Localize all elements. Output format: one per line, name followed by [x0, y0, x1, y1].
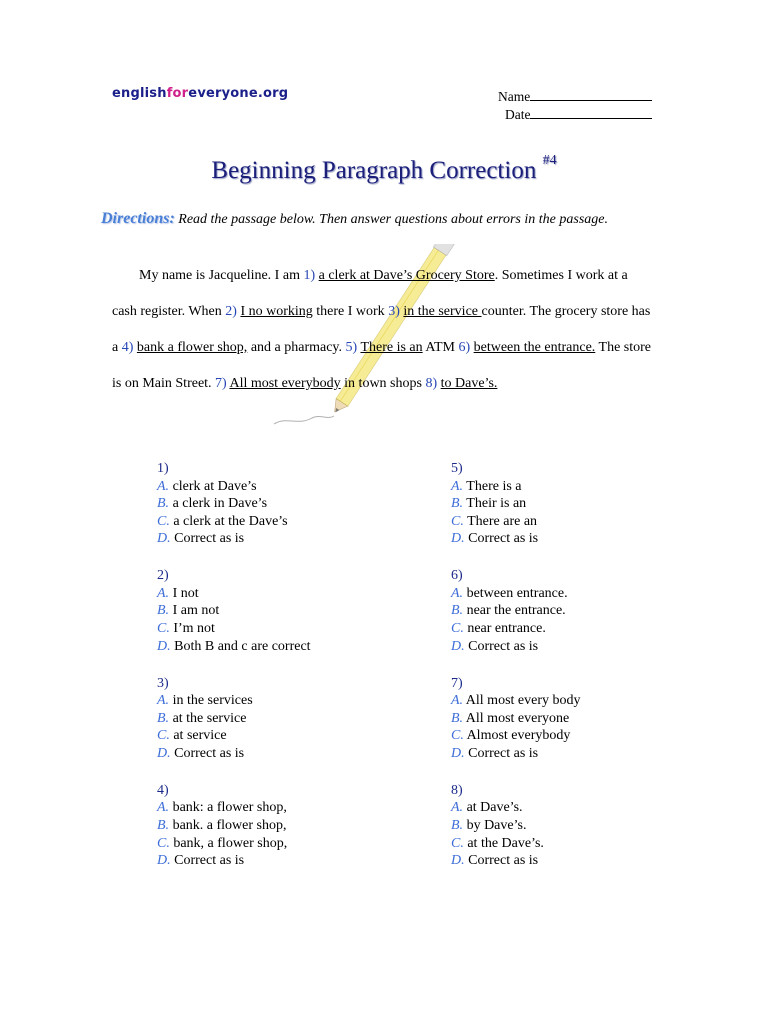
option-letter: D. — [157, 853, 171, 869]
option-text: clerk at Dave’s — [169, 478, 257, 494]
option-text: at the Dave’s. — [463, 835, 544, 851]
question-block — [157, 782, 311, 889]
answer-option[interactable] — [451, 852, 581, 870]
option-text: Correct as is — [464, 745, 539, 761]
option-letter: A. — [157, 585, 170, 601]
title-number: #4 — [542, 153, 557, 168]
passage-error-number: 5) — [345, 340, 358, 355]
passage-error-number: 8) — [425, 376, 438, 391]
question-number: 4) — [157, 782, 169, 798]
option-letter: A. — [157, 478, 170, 494]
question-block — [451, 675, 581, 782]
answer-option[interactable] — [157, 478, 311, 496]
option-text: All most everyone — [463, 710, 570, 726]
passage — [112, 258, 652, 402]
answer-option[interactable] — [157, 817, 311, 835]
option-text: There is a — [463, 478, 522, 494]
site-logo — [112, 86, 288, 101]
name-row — [498, 88, 652, 106]
option-letter: A. — [157, 800, 170, 816]
passage-text-segment: ATM — [422, 340, 459, 355]
option-letter: C. — [451, 513, 464, 529]
questions-left-column — [157, 460, 311, 889]
logo-text-everyone: everyone — [188, 86, 258, 101]
passage-text-segment: The store is on Main Street. — [112, 340, 652, 391]
option-letter: C. — [451, 835, 464, 851]
date-row — [498, 106, 652, 124]
questions-right-column — [451, 460, 581, 889]
passage-underlined-phrase: All most everybody — [229, 376, 341, 391]
option-letter: C. — [157, 728, 170, 744]
answer-option[interactable] — [451, 478, 581, 496]
option-letter: C. — [157, 513, 170, 529]
question-number: 8) — [451, 782, 463, 798]
option-letter: C. — [451, 728, 464, 744]
passage-text — [112, 258, 652, 402]
option-text: bank. a flower shop, — [169, 818, 287, 834]
name-field[interactable] — [530, 88, 652, 101]
passage-text-segment: My name is Jacqueline. I am — [139, 268, 304, 283]
option-text: Correct as is — [464, 531, 539, 547]
passage-underlined-phrase: bank a flower shop, — [136, 340, 248, 355]
option-letter: B. — [451, 710, 464, 726]
option-text: I not — [169, 585, 199, 601]
option-text: Their is an — [463, 496, 527, 512]
name-label: Name — [498, 89, 531, 104]
option-text: a clerk in Dave’s — [169, 496, 268, 512]
question-block — [157, 675, 311, 782]
answer-option[interactable] — [451, 727, 581, 745]
directions-text: Read the passage below. Then answer questions about errors in the passage. — [178, 212, 608, 227]
directions — [101, 210, 608, 228]
option-letter: A. — [451, 585, 464, 601]
logo-text-for: for — [166, 86, 189, 101]
answer-option[interactable] — [451, 692, 581, 710]
passage-underlined-phrase: a clerk at Dave’s Grocery Store — [318, 268, 495, 283]
option-text: I’m not — [169, 621, 215, 637]
option-letter: C. — [451, 621, 464, 637]
answer-option[interactable] — [451, 638, 581, 656]
question-number: 1) — [157, 461, 169, 476]
answer-option[interactable] — [451, 495, 581, 513]
option-text: Correct as is — [464, 638, 539, 654]
question-block — [451, 567, 581, 674]
answer-option[interactable] — [157, 513, 311, 531]
option-letter: A. — [157, 693, 170, 709]
option-text: Correct as is — [464, 853, 539, 869]
passage-text-segment: . Sometimes I work at a cash register. When — [112, 268, 628, 319]
option-letter: D. — [157, 531, 171, 547]
option-text: a clerk at the Dave’s — [169, 513, 288, 529]
name-date-block — [498, 88, 652, 124]
option-letter: B. — [451, 496, 464, 512]
option-text: I am not — [169, 603, 220, 619]
option-letter: B. — [157, 710, 170, 726]
question-block — [157, 460, 311, 567]
option-text: in the services — [169, 693, 253, 709]
option-letter: D. — [451, 853, 465, 869]
option-letter: D. — [157, 638, 171, 654]
answer-option[interactable] — [451, 602, 581, 620]
directions-label: Directions: — [101, 210, 175, 227]
option-letter: C. — [157, 621, 170, 637]
date-field[interactable] — [530, 106, 652, 119]
page-title — [0, 153, 768, 185]
answer-option[interactable] — [157, 495, 311, 513]
option-letter: D. — [451, 638, 465, 654]
passage-underlined-phrase: There is an — [360, 340, 423, 355]
option-letter: B. — [157, 496, 170, 512]
option-text: There are an — [463, 513, 538, 529]
question-block — [451, 460, 581, 567]
passage-text-segment: and a pharmacy. — [247, 340, 346, 355]
passage-error-number: 7) — [215, 376, 227, 391]
passage-underlined-phrase: between the entrance. — [473, 340, 596, 355]
passage-underlined-phrase: I no working — [240, 304, 313, 319]
answer-option[interactable] — [451, 817, 581, 835]
passage-underlined-phrase: to Dave’s. — [440, 376, 498, 391]
passage-error-number: 2) — [225, 304, 237, 319]
answer-option[interactable] — [451, 745, 581, 763]
question-number: 6) — [451, 568, 463, 584]
answer-option[interactable] — [157, 602, 311, 620]
answer-option[interactable] — [157, 692, 311, 710]
option-text: Almost everybody — [463, 728, 571, 744]
option-letter: A. — [451, 800, 464, 816]
answer-option[interactable] — [451, 799, 581, 817]
question-number: 7) — [451, 675, 463, 691]
option-text: at the service — [169, 710, 247, 726]
question-block — [451, 782, 581, 889]
option-letter: B. — [451, 603, 464, 619]
passage-text-segment: there I work — [312, 304, 389, 319]
passage-error-number: 3) — [388, 304, 400, 319]
answer-option[interactable] — [157, 710, 311, 728]
passage-underlined-phrase: in the service — [403, 304, 482, 319]
question-number: 5) — [451, 461, 463, 476]
option-text: near entrance. — [463, 621, 546, 637]
answer-option[interactable] — [157, 620, 311, 638]
option-text: Both B and c are correct — [170, 638, 311, 654]
option-text: at service — [169, 728, 227, 744]
answer-option[interactable] — [157, 799, 311, 817]
title-text: Beginning Paragraph Correction — [211, 157, 543, 184]
date-label: Date — [505, 107, 531, 122]
logo-text-english: english — [112, 86, 167, 101]
passage-error-number: 6) — [458, 340, 471, 355]
passage-text-segment: in town shops — [340, 376, 426, 391]
option-letter: D. — [451, 531, 465, 547]
option-text: between entrance. — [463, 585, 568, 601]
logo-text-org: .org — [257, 86, 289, 101]
option-letter: A. — [451, 478, 464, 494]
option-text: All most every body — [463, 693, 581, 709]
answer-option[interactable] — [157, 852, 311, 870]
answer-option[interactable] — [451, 513, 581, 531]
question-number: 3) — [157, 675, 169, 691]
option-text: Correct as is — [170, 853, 245, 869]
option-text: by Dave’s. — [463, 818, 527, 834]
option-text: near the entrance. — [463, 603, 566, 619]
answer-option[interactable] — [157, 530, 311, 548]
option-text: bank: a flower shop, — [169, 800, 287, 816]
option-text: Correct as is — [170, 531, 245, 547]
option-letter: B. — [157, 818, 170, 834]
answer-option[interactable] — [157, 585, 311, 603]
option-letter: D. — [157, 745, 171, 761]
option-letter: B. — [157, 603, 170, 619]
option-letter: A. — [451, 693, 464, 709]
passage-error-number: 4) — [121, 340, 134, 355]
answer-option[interactable] — [451, 530, 581, 548]
answer-option[interactable] — [157, 727, 311, 745]
question-number: 2) — [157, 568, 169, 584]
answer-option[interactable] — [157, 638, 311, 656]
answer-option[interactable] — [157, 835, 311, 853]
option-letter: D. — [451, 745, 465, 761]
passage-text-segment: counter. The grocery store has a — [112, 304, 651, 355]
option-text: Correct as is — [170, 745, 245, 761]
answer-option[interactable] — [451, 585, 581, 603]
option-letter: B. — [451, 818, 464, 834]
option-text: bank, a flower shop, — [169, 835, 288, 851]
passage-error-number: 1) — [303, 268, 316, 283]
question-block — [157, 567, 311, 674]
option-text: at Dave’s. — [463, 800, 523, 816]
answer-option[interactable] — [157, 745, 311, 763]
answer-option[interactable] — [451, 710, 581, 728]
option-letter: C. — [157, 835, 170, 851]
answer-option[interactable] — [451, 835, 581, 853]
answer-option[interactable] — [451, 620, 581, 638]
